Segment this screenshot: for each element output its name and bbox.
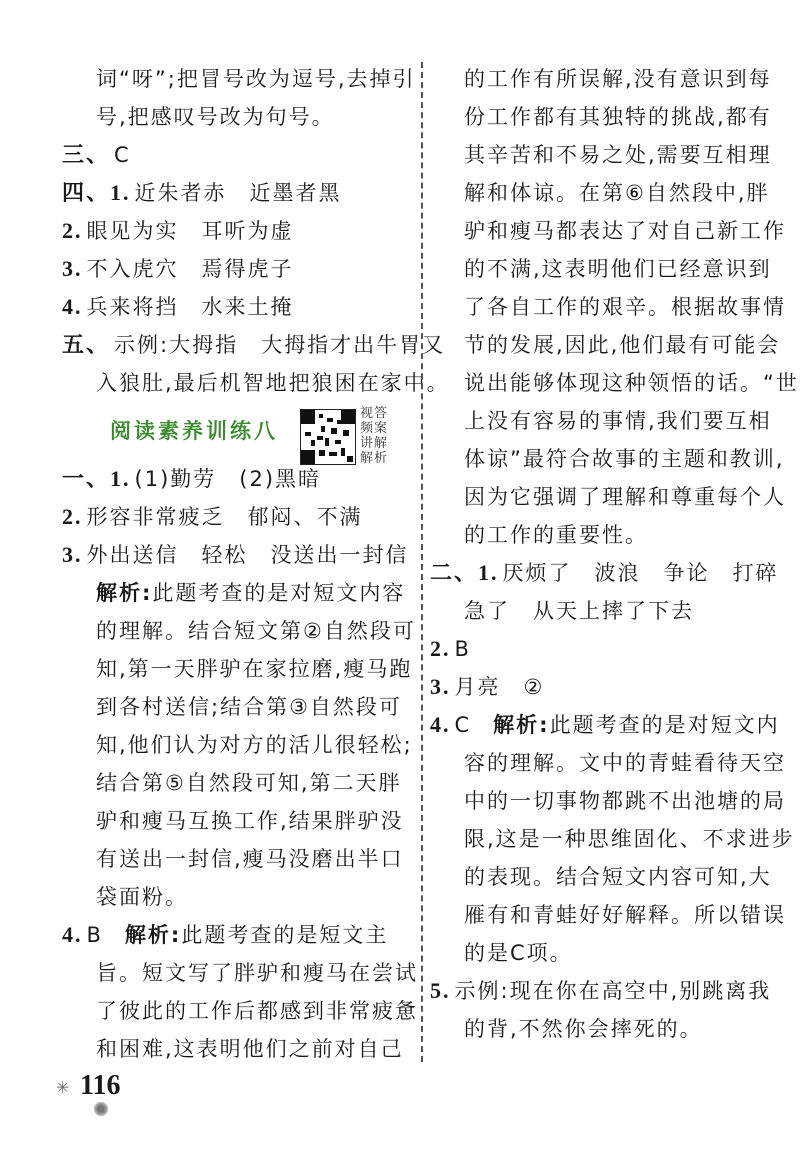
answer-item: [430, 630, 774, 668]
text-line: 的工作有所误解,没有意识到每: [464, 67, 772, 91]
text-line: 的是C项。: [464, 941, 573, 965]
left-column: [62, 60, 450, 1068]
analysis-label: 解析:: [124, 923, 182, 947]
analysis-label: 解析:: [493, 713, 550, 737]
text-line: 其辛苦和不易之处,需要互相理: [464, 143, 772, 167]
item-label: 3.: [62, 542, 83, 567]
text-line: 的不满,这表明他们已经意识到: [464, 257, 772, 281]
text-line: 知,他们认为对方的活儿很轻松;: [96, 733, 413, 757]
item-label: 4.: [62, 294, 83, 319]
item-answer: B: [86, 923, 103, 947]
text-line: 结合第⑤自然段可知,第二天胖: [96, 771, 402, 795]
text-line: 到各村送信;结合第③自然段可: [96, 695, 402, 719]
item-text: 示例:现在你在高空中,别跳离我: [454, 979, 772, 1003]
item-text: (1)勤劳 (2)黑暗: [134, 467, 322, 491]
item-text: 眼见为实 耳听为虚: [86, 219, 294, 243]
answer-item: [430, 668, 774, 706]
star-icon: ✳: [56, 1078, 70, 1097]
qr-caption-line: 频案: [360, 421, 389, 436]
text-line: 节的发展,因此,他们最有可能会: [464, 333, 781, 357]
item-label: 5.: [430, 978, 451, 1003]
text-line: 旨。短文写了胖驴和瘦马在尝试: [96, 961, 418, 985]
text-line: 容的理解。文中的青蛙看待天空: [464, 751, 786, 775]
item-label: 2.: [62, 504, 83, 529]
answer-item: [430, 972, 774, 1010]
text-line: 的工作的重要性。: [464, 523, 648, 547]
answer-item: [62, 212, 418, 250]
circled-number: ⑥: [625, 181, 646, 205]
text-line: 的表现。结合短文内容可知,大: [464, 865, 772, 889]
text-line: 份工作都有其独特的挑战,都有: [464, 105, 772, 129]
item-label: 4.: [430, 712, 451, 737]
text-line: 驴和瘦马互换工作,结果胖驴没: [96, 809, 404, 833]
item-text: 近朱者赤 近墨者黑: [134, 181, 342, 205]
answer-item: [62, 136, 418, 174]
answer-item: [62, 326, 446, 364]
circled-number: ⑤: [165, 771, 186, 795]
text-line: 体谅”最符合故事的主题和教训,: [464, 447, 785, 471]
circled-number: ②: [303, 619, 324, 643]
text-line: 驴和瘦马都表达了对自己新工作: [464, 219, 786, 243]
item-label: 三、: [62, 142, 111, 167]
dot-decoration: [94, 1102, 108, 1116]
answer-item: [62, 174, 418, 212]
item-label: 4.: [62, 922, 83, 947]
item-text: 形容非常疲乏 郁闷、不满: [86, 505, 363, 529]
text-line: 号,把感叹号改为句号。: [96, 105, 335, 129]
text-line: 有送出一封信,瘦马没磨出半口: [96, 847, 404, 871]
answer-item: [62, 288, 418, 326]
text-line: 袋面粉。: [96, 885, 188, 909]
item-label: 二、1.: [430, 560, 499, 585]
answer-item: [62, 536, 418, 574]
qr-code-icon[interactable]: [300, 409, 356, 465]
answer-item: [62, 498, 418, 536]
qr-caption-line: 解析: [360, 451, 389, 466]
text-line: 因为它强调了理解和尊重每个人: [464, 485, 786, 509]
text-line: 急了 从天上摔了下去: [464, 599, 694, 623]
text-line: 的理解。结合短文第②自然段可: [96, 619, 416, 643]
text-line: 解和体谅。在第⑥自然段中,胖: [464, 181, 770, 205]
text-line: 中的一切事物都跳不出池塘的局: [464, 789, 786, 813]
item-text: B: [454, 637, 471, 661]
answer-item: [62, 916, 418, 954]
qr-caption: [360, 406, 400, 466]
column-divider: [421, 62, 423, 1062]
text-line: 上没有容易的事情,我们要互相: [464, 409, 772, 433]
analysis-line: [62, 574, 418, 612]
item-text: 不入虎穴 焉得虎子: [86, 257, 294, 281]
item-text: 厌烦了 波浪 争论 打碎: [502, 561, 779, 585]
analysis-label: 解析:: [96, 581, 153, 605]
item-label: 3.: [62, 256, 83, 281]
item-text: 月亮 ②: [454, 675, 545, 699]
text-line: 词“呀”;把冒号改为逗号,去掉引: [96, 67, 416, 91]
item-text: 兵来将挡 水来土掩: [86, 295, 294, 319]
analysis-text: 此题考查的是短文主: [181, 923, 389, 947]
text-line: 了彼此的工作后都感到非常疲惫: [96, 999, 418, 1023]
item-answer: C: [454, 713, 472, 737]
text-line: 的背,不然你会摔死的。: [464, 1017, 703, 1041]
circled-number: ②: [523, 675, 545, 699]
answer-item: [430, 706, 780, 744]
text-line: 说出能够体现这种领悟的话。“世: [464, 371, 799, 395]
item-text: 示例:大拇指 大拇指才出牛胃又: [114, 333, 446, 357]
right-column: [430, 60, 799, 1048]
section-title: 阅读素养训练八: [110, 419, 278, 443]
item-label: 2.: [430, 636, 451, 661]
item-label: 五、: [62, 332, 111, 357]
item-label: 四、1.: [62, 180, 131, 205]
text-line: 雁有和青蛙好好解释。所以错误: [464, 903, 786, 927]
page-number: 116: [80, 1070, 121, 1101]
analysis-text: 此题考查的是对短文内: [549, 713, 780, 737]
answer-item: [62, 250, 418, 288]
circled-number: ③: [289, 695, 310, 719]
text-line: 限,这是一种思维固化、不求进步: [464, 827, 795, 851]
qr-caption-line: 讲解: [360, 436, 389, 451]
analysis-text: 此题考查的是对短文内容: [152, 581, 406, 605]
item-text: 外出送信 轻松 没送出一封信: [86, 543, 409, 567]
answer-item: [430, 554, 779, 592]
text-line: 入狼肚,最后机智地把狼困在家中。: [96, 371, 450, 395]
item-label: 2.: [62, 218, 83, 243]
section-heading-row: [62, 402, 418, 466]
item-text: C: [114, 143, 131, 167]
qr-caption-line: 视答: [360, 406, 389, 421]
text-line: 了各自工作的艰辛。根据故事情: [464, 295, 786, 319]
text-line: 和困难,这表明他们之前对自己: [96, 1037, 404, 1061]
item-label: 3.: [430, 674, 451, 699]
text-line: 知,第一天胖驴在家拉磨,瘦马跑: [96, 657, 413, 681]
item-label: 一、1.: [62, 466, 131, 491]
